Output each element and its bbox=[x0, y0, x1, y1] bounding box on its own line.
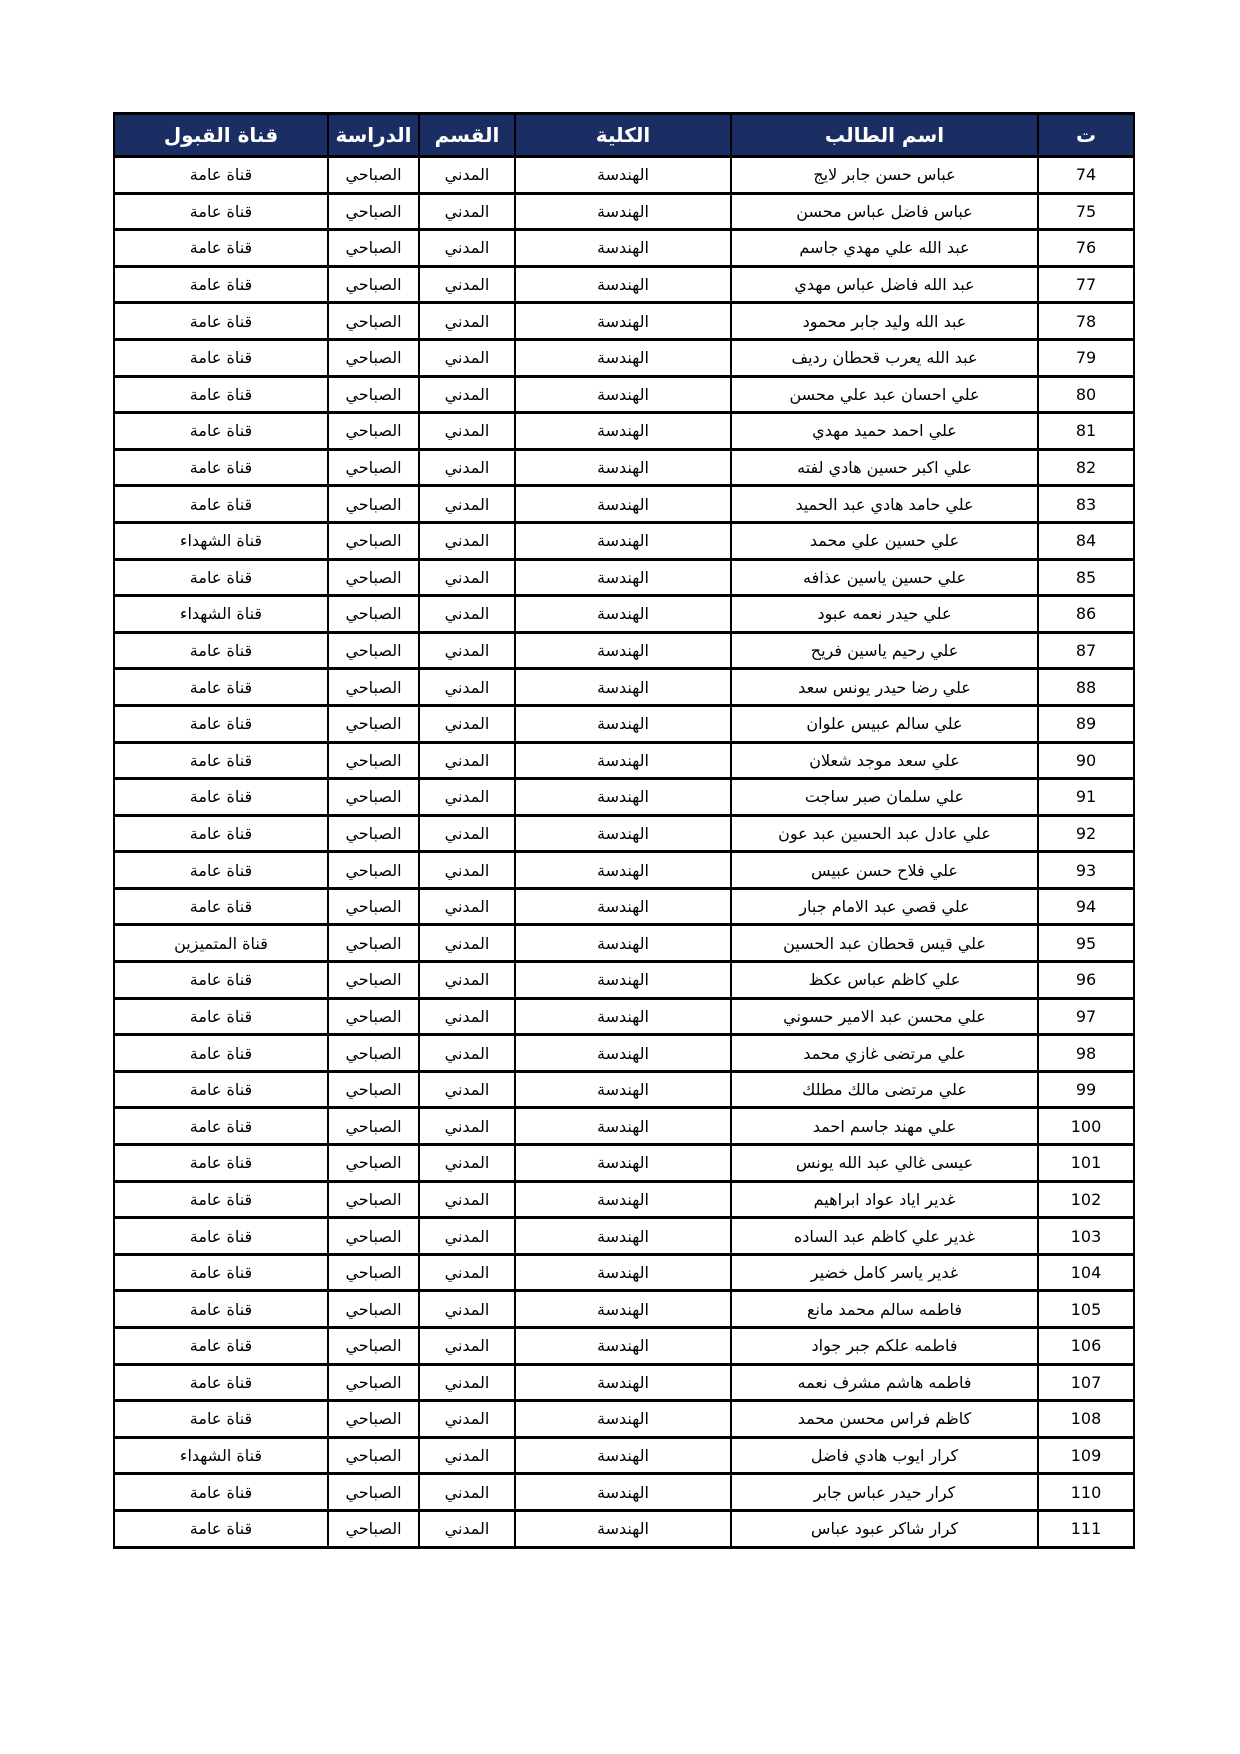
cell-row-number: 108 bbox=[1038, 1401, 1134, 1438]
cell-college: الهندسة bbox=[515, 303, 731, 340]
cell-student-name: علي حامد هادي عبد الحميد bbox=[731, 486, 1038, 523]
cell-college: الهندسة bbox=[515, 1364, 731, 1401]
cell-row-number: 102 bbox=[1038, 1181, 1134, 1218]
cell-row-number: 105 bbox=[1038, 1291, 1134, 1328]
cell-department: المدني bbox=[419, 1474, 515, 1511]
cell-college: الهندسة bbox=[515, 1108, 731, 1145]
cell-department: المدني bbox=[419, 230, 515, 267]
cell-admission-channel: قناة عامة bbox=[114, 1328, 328, 1365]
cell-student-name: علي رضا حيدر يونس سعد bbox=[731, 669, 1038, 706]
table-row bbox=[114, 303, 1134, 340]
col-header-dept: القسم bbox=[419, 114, 515, 157]
cell-admission-channel: قناة عامة bbox=[114, 376, 328, 413]
cell-department: المدني bbox=[419, 888, 515, 925]
cell-admission-channel: قناة عامة bbox=[114, 705, 328, 742]
cell-department: المدني bbox=[419, 1254, 515, 1291]
cell-college: الهندسة bbox=[515, 413, 731, 450]
cell-study-type: الصباحي bbox=[328, 1401, 419, 1438]
cell-student-name: علي قصي عبد الامام جبار bbox=[731, 888, 1038, 925]
cell-row-number: 95 bbox=[1038, 925, 1134, 962]
cell-study-type: الصباحي bbox=[328, 486, 419, 523]
cell-department: المدني bbox=[419, 376, 515, 413]
cell-student-name: علي فلاح حسن عبيس bbox=[731, 852, 1038, 889]
cell-admission-channel: قناة عامة bbox=[114, 157, 328, 194]
cell-college: الهندسة bbox=[515, 1181, 731, 1218]
cell-college: الهندسة bbox=[515, 1437, 731, 1474]
cell-admission-channel: قناة عامة bbox=[114, 888, 328, 925]
cell-study-type: الصباحي bbox=[328, 230, 419, 267]
cell-department: المدني bbox=[419, 962, 515, 999]
cell-study-type: الصباحي bbox=[328, 303, 419, 340]
cell-study-type: الصباحي bbox=[328, 559, 419, 596]
cell-row-number: 79 bbox=[1038, 339, 1134, 376]
cell-college: الهندسة bbox=[515, 815, 731, 852]
table-row bbox=[114, 376, 1134, 413]
cell-department: المدني bbox=[419, 669, 515, 706]
cell-department: المدني bbox=[419, 339, 515, 376]
cell-row-number: 104 bbox=[1038, 1254, 1134, 1291]
cell-row-number: 76 bbox=[1038, 230, 1134, 267]
cell-study-type: الصباحي bbox=[328, 705, 419, 742]
cell-department: المدني bbox=[419, 486, 515, 523]
cell-study-type: الصباحي bbox=[328, 669, 419, 706]
table-row bbox=[114, 230, 1134, 267]
cell-study-type: الصباحي bbox=[328, 1181, 419, 1218]
cell-department: المدني bbox=[419, 449, 515, 486]
cell-row-number: 97 bbox=[1038, 998, 1134, 1035]
cell-college: الهندسة bbox=[515, 1291, 731, 1328]
cell-student-name: علي محسن عبد الامير حسوني bbox=[731, 998, 1038, 1035]
table-row bbox=[114, 1254, 1134, 1291]
table-row bbox=[114, 1071, 1134, 1108]
cell-row-number: 81 bbox=[1038, 413, 1134, 450]
cell-student-name: علي مرتضى غازي محمد bbox=[731, 1035, 1038, 1072]
cell-row-number: 99 bbox=[1038, 1071, 1134, 1108]
cell-admission-channel: قناة عامة bbox=[114, 852, 328, 889]
cell-study-type: الصباحي bbox=[328, 339, 419, 376]
cell-college: الهندسة bbox=[515, 522, 731, 559]
cell-admission-channel: قناة عامة bbox=[114, 559, 328, 596]
cell-college: الهندسة bbox=[515, 230, 731, 267]
cell-study-type: الصباحي bbox=[328, 962, 419, 999]
cell-department: المدني bbox=[419, 559, 515, 596]
cell-college: الهندسة bbox=[515, 1254, 731, 1291]
cell-row-number: 75 bbox=[1038, 193, 1134, 230]
cell-department: المدني bbox=[419, 193, 515, 230]
cell-admission-channel: قناة عامة bbox=[114, 193, 328, 230]
cell-student-name: عبد الله فاضل عباس مهدي bbox=[731, 266, 1038, 303]
table-row bbox=[114, 998, 1134, 1035]
table-row bbox=[114, 157, 1134, 194]
cell-row-number: 90 bbox=[1038, 742, 1134, 779]
cell-admission-channel: قناة عامة bbox=[114, 1108, 328, 1145]
cell-student-name: فاطمه سالم محمد مانع bbox=[731, 1291, 1038, 1328]
cell-department: المدني bbox=[419, 522, 515, 559]
table-row bbox=[114, 1364, 1134, 1401]
table-row bbox=[114, 1181, 1134, 1218]
cell-study-type: الصباحي bbox=[328, 376, 419, 413]
cell-student-name: كرار شاكر عبود عباس bbox=[731, 1510, 1038, 1547]
cell-student-name: كرار حيدر عباس جابر bbox=[731, 1474, 1038, 1511]
cell-row-number: 83 bbox=[1038, 486, 1134, 523]
cell-study-type: الصباحي bbox=[328, 1474, 419, 1511]
cell-row-number: 89 bbox=[1038, 705, 1134, 742]
table-row bbox=[114, 1108, 1134, 1145]
cell-department: المدني bbox=[419, 1328, 515, 1365]
cell-study-type: الصباحي bbox=[328, 596, 419, 633]
cell-college: الهندسة bbox=[515, 157, 731, 194]
cell-college: الهندسة bbox=[515, 852, 731, 889]
cell-department: المدني bbox=[419, 1437, 515, 1474]
cell-admission-channel: قناة عامة bbox=[114, 1510, 328, 1547]
cell-row-number: 84 bbox=[1038, 522, 1134, 559]
table-row bbox=[114, 486, 1134, 523]
cell-row-number: 82 bbox=[1038, 449, 1134, 486]
table-row bbox=[114, 522, 1134, 559]
cell-study-type: الصباحي bbox=[328, 1254, 419, 1291]
cell-admission-channel: قناة عامة bbox=[114, 1291, 328, 1328]
col-header-channel: قناة القبول bbox=[114, 114, 328, 157]
cell-student-name: علي مهند جاسم احمد bbox=[731, 1108, 1038, 1145]
cell-study-type: الصباحي bbox=[328, 157, 419, 194]
table-row bbox=[114, 962, 1134, 999]
cell-row-number: 80 bbox=[1038, 376, 1134, 413]
cell-student-name: كاظم فراس محسن محمد bbox=[731, 1401, 1038, 1438]
cell-student-name: علي احسان عبد علي محسن bbox=[731, 376, 1038, 413]
cell-student-name: علي حسين ياسين عذافه bbox=[731, 559, 1038, 596]
cell-study-type: الصباحي bbox=[328, 998, 419, 1035]
table-row bbox=[114, 1510, 1134, 1547]
cell-college: الهندسة bbox=[515, 962, 731, 999]
cell-department: المدني bbox=[419, 1218, 515, 1255]
cell-college: الهندسة bbox=[515, 632, 731, 669]
cell-row-number: 106 bbox=[1038, 1328, 1134, 1365]
cell-row-number: 107 bbox=[1038, 1364, 1134, 1401]
cell-study-type: الصباحي bbox=[328, 779, 419, 816]
cell-row-number: 98 bbox=[1038, 1035, 1134, 1072]
cell-study-type: الصباحي bbox=[328, 925, 419, 962]
cell-college: الهندسة bbox=[515, 1145, 731, 1182]
students-admission-table bbox=[113, 112, 1135, 1549]
cell-college: الهندسة bbox=[515, 1510, 731, 1547]
cell-study-type: الصباحي bbox=[328, 1035, 419, 1072]
cell-college: الهندسة bbox=[515, 998, 731, 1035]
cell-department: المدني bbox=[419, 1035, 515, 1072]
cell-student-name: علي كاظم عباس عكظ bbox=[731, 962, 1038, 999]
cell-student-name: علي عادل عبد الحسين عبد عون bbox=[731, 815, 1038, 852]
cell-study-type: الصباحي bbox=[328, 1364, 419, 1401]
table-row bbox=[114, 705, 1134, 742]
cell-admission-channel: قناة عامة bbox=[114, 962, 328, 999]
cell-department: المدني bbox=[419, 303, 515, 340]
table-row bbox=[114, 852, 1134, 889]
cell-admission-channel: قناة عامة bbox=[114, 669, 328, 706]
cell-study-type: الصباحي bbox=[328, 1145, 419, 1182]
cell-admission-channel: قناة الشهداء bbox=[114, 522, 328, 559]
cell-college: الهندسة bbox=[515, 1474, 731, 1511]
cell-study-type: الصباحي bbox=[328, 1218, 419, 1255]
header-row bbox=[114, 114, 1134, 157]
cell-department: المدني bbox=[419, 1291, 515, 1328]
cell-admission-channel: قناة عامة bbox=[114, 1218, 328, 1255]
cell-admission-channel: قناة عامة bbox=[114, 339, 328, 376]
cell-admission-channel: قناة الشهداء bbox=[114, 596, 328, 633]
cell-student-name: علي سالم عبيس علوان bbox=[731, 705, 1038, 742]
cell-student-name: فاطمه هاشم مشرف نعمه bbox=[731, 1364, 1038, 1401]
cell-admission-channel: قناة المتميزين bbox=[114, 925, 328, 962]
cell-admission-channel: قناة عامة bbox=[114, 1364, 328, 1401]
cell-department: المدني bbox=[419, 413, 515, 450]
table-row bbox=[114, 596, 1134, 633]
table-row bbox=[114, 449, 1134, 486]
table-row bbox=[114, 742, 1134, 779]
cell-student-name: علي سلمان صبر ساجت bbox=[731, 779, 1038, 816]
cell-student-name: غدير علي كاظم عبد الساده bbox=[731, 1218, 1038, 1255]
cell-college: الهندسة bbox=[515, 1218, 731, 1255]
cell-admission-channel: قناة عامة bbox=[114, 1474, 328, 1511]
table-row bbox=[114, 888, 1134, 925]
cell-row-number: 85 bbox=[1038, 559, 1134, 596]
cell-row-number: 88 bbox=[1038, 669, 1134, 706]
cell-row-number: 86 bbox=[1038, 596, 1134, 633]
cell-college: الهندسة bbox=[515, 193, 731, 230]
cell-admission-channel: قناة عامة bbox=[114, 1071, 328, 1108]
cell-department: المدني bbox=[419, 596, 515, 633]
cell-college: الهندسة bbox=[515, 779, 731, 816]
cell-study-type: الصباحي bbox=[328, 1510, 419, 1547]
cell-study-type: الصباحي bbox=[328, 815, 419, 852]
table-row bbox=[114, 925, 1134, 962]
cell-college: الهندسة bbox=[515, 669, 731, 706]
cell-department: المدني bbox=[419, 1181, 515, 1218]
cell-college: الهندسة bbox=[515, 1071, 731, 1108]
cell-student-name: علي سعد موجد شعلان bbox=[731, 742, 1038, 779]
cell-row-number: 87 bbox=[1038, 632, 1134, 669]
cell-college: الهندسة bbox=[515, 1328, 731, 1365]
cell-student-name: عبد الله علي مهدي جاسم bbox=[731, 230, 1038, 267]
cell-college: الهندسة bbox=[515, 339, 731, 376]
cell-college: الهندسة bbox=[515, 376, 731, 413]
table-row bbox=[114, 1401, 1134, 1438]
cell-student-name: كرار ايوب هادي فاضل bbox=[731, 1437, 1038, 1474]
cell-college: الهندسة bbox=[515, 742, 731, 779]
cell-admission-channel: قناة عامة bbox=[114, 1035, 328, 1072]
cell-department: المدني bbox=[419, 1364, 515, 1401]
cell-study-type: الصباحي bbox=[328, 632, 419, 669]
cell-student-name: عيسى غالي عبد الله يونس bbox=[731, 1145, 1038, 1182]
cell-row-number: 96 bbox=[1038, 962, 1134, 999]
cell-student-name: علي احمد حميد مهدي bbox=[731, 413, 1038, 450]
cell-row-number: 74 bbox=[1038, 157, 1134, 194]
cell-admission-channel: قناة الشهداء bbox=[114, 1437, 328, 1474]
cell-department: المدني bbox=[419, 1071, 515, 1108]
cell-admission-channel: قناة عامة bbox=[114, 266, 328, 303]
cell-department: المدني bbox=[419, 925, 515, 962]
cell-admission-channel: قناة عامة bbox=[114, 742, 328, 779]
col-header-name: اسم الطالب bbox=[731, 114, 1038, 157]
table-row bbox=[114, 1291, 1134, 1328]
table-row bbox=[114, 1145, 1134, 1182]
cell-admission-channel: قناة عامة bbox=[114, 1145, 328, 1182]
cell-study-type: الصباحي bbox=[328, 1437, 419, 1474]
table-row bbox=[114, 815, 1134, 852]
cell-department: المدني bbox=[419, 266, 515, 303]
cell-college: الهندسة bbox=[515, 925, 731, 962]
table-row bbox=[114, 632, 1134, 669]
cell-admission-channel: قناة عامة bbox=[114, 779, 328, 816]
cell-admission-channel: قناة عامة bbox=[114, 815, 328, 852]
cell-department: المدني bbox=[419, 852, 515, 889]
cell-row-number: 94 bbox=[1038, 888, 1134, 925]
cell-department: المدني bbox=[419, 157, 515, 194]
cell-study-type: الصباحي bbox=[328, 852, 419, 889]
cell-study-type: الصباحي bbox=[328, 413, 419, 450]
cell-student-name: عباس فاضل عباس محسن bbox=[731, 193, 1038, 230]
cell-college: الهندسة bbox=[515, 559, 731, 596]
cell-college: الهندسة bbox=[515, 266, 731, 303]
cell-department: المدني bbox=[419, 779, 515, 816]
cell-department: المدني bbox=[419, 1510, 515, 1547]
col-header-college: الكلية bbox=[515, 114, 731, 157]
cell-student-name: عبد الله وليد جابر محمود bbox=[731, 303, 1038, 340]
cell-study-type: الصباحي bbox=[328, 742, 419, 779]
table-row bbox=[114, 1328, 1134, 1365]
cell-admission-channel: قناة عامة bbox=[114, 632, 328, 669]
cell-admission-channel: قناة عامة bbox=[114, 1401, 328, 1438]
cell-study-type: الصباحي bbox=[328, 888, 419, 925]
cell-college: الهندسة bbox=[515, 1035, 731, 1072]
cell-study-type: الصباحي bbox=[328, 266, 419, 303]
cell-row-number: 77 bbox=[1038, 266, 1134, 303]
col-header-study: الدراسة bbox=[328, 114, 419, 157]
cell-student-name: علي حيدر نعمه عبود bbox=[731, 596, 1038, 633]
cell-department: المدني bbox=[419, 632, 515, 669]
table-row bbox=[114, 339, 1134, 376]
cell-student-name: علي اكبر حسين هادي لفته bbox=[731, 449, 1038, 486]
cell-admission-channel: قناة عامة bbox=[114, 449, 328, 486]
cell-college: الهندسة bbox=[515, 1401, 731, 1438]
cell-college: الهندسة bbox=[515, 596, 731, 633]
cell-department: المدني bbox=[419, 1145, 515, 1182]
table-row bbox=[114, 1474, 1134, 1511]
cell-department: المدني bbox=[419, 742, 515, 779]
cell-row-number: 109 bbox=[1038, 1437, 1134, 1474]
cell-row-number: 92 bbox=[1038, 815, 1134, 852]
cell-study-type: الصباحي bbox=[328, 449, 419, 486]
cell-admission-channel: قناة عامة bbox=[114, 998, 328, 1035]
cell-college: الهندسة bbox=[515, 888, 731, 925]
cell-row-number: 100 bbox=[1038, 1108, 1134, 1145]
cell-department: المدني bbox=[419, 998, 515, 1035]
cell-study-type: الصباحي bbox=[328, 1108, 419, 1145]
table-row bbox=[114, 669, 1134, 706]
cell-row-number: 110 bbox=[1038, 1474, 1134, 1511]
cell-admission-channel: قناة عامة bbox=[114, 413, 328, 450]
table-row bbox=[114, 1035, 1134, 1072]
cell-student-name: فاطمه علكم جبر جواد bbox=[731, 1328, 1038, 1365]
cell-study-type: الصباحي bbox=[328, 193, 419, 230]
cell-college: الهندسة bbox=[515, 486, 731, 523]
cell-study-type: الصباحي bbox=[328, 522, 419, 559]
table-row bbox=[114, 779, 1134, 816]
cell-admission-channel: قناة عامة bbox=[114, 1181, 328, 1218]
cell-study-type: الصباحي bbox=[328, 1071, 419, 1108]
cell-row-number: 78 bbox=[1038, 303, 1134, 340]
cell-row-number: 103 bbox=[1038, 1218, 1134, 1255]
cell-row-number: 93 bbox=[1038, 852, 1134, 889]
cell-study-type: الصباحي bbox=[328, 1328, 419, 1365]
cell-admission-channel: قناة عامة bbox=[114, 1254, 328, 1291]
cell-college: الهندسة bbox=[515, 705, 731, 742]
table-row bbox=[114, 413, 1134, 450]
cell-row-number: 111 bbox=[1038, 1510, 1134, 1547]
cell-row-number: 91 bbox=[1038, 779, 1134, 816]
col-header-no: ت bbox=[1038, 114, 1134, 157]
cell-department: المدني bbox=[419, 1108, 515, 1145]
cell-department: المدني bbox=[419, 1401, 515, 1438]
cell-department: المدني bbox=[419, 705, 515, 742]
cell-student-name: غدير اياد عواد ابراهيم bbox=[731, 1181, 1038, 1218]
table-row bbox=[114, 193, 1134, 230]
cell-student-name: علي قيس قحطان عبد الحسين bbox=[731, 925, 1038, 962]
cell-student-name: علي رحيم ياسين فريح bbox=[731, 632, 1038, 669]
cell-student-name: غدير ياسر كامل خضير bbox=[731, 1254, 1038, 1291]
table-row bbox=[114, 1218, 1134, 1255]
cell-department: المدني bbox=[419, 815, 515, 852]
cell-admission-channel: قناة عامة bbox=[114, 486, 328, 523]
table-row bbox=[114, 266, 1134, 303]
cell-admission-channel: قناة عامة bbox=[114, 230, 328, 267]
cell-student-name: عباس حسن جابر لايج bbox=[731, 157, 1038, 194]
cell-student-name: علي مرتضى مالك مطلك bbox=[731, 1071, 1038, 1108]
cell-college: الهندسة bbox=[515, 449, 731, 486]
cell-row-number: 101 bbox=[1038, 1145, 1134, 1182]
cell-admission-channel: قناة عامة bbox=[114, 303, 328, 340]
cell-student-name: عبد الله يعرب قحطان رديف bbox=[731, 339, 1038, 376]
table-row bbox=[114, 1437, 1134, 1474]
table-row bbox=[114, 559, 1134, 596]
cell-student-name: علي حسين علي محمد bbox=[731, 522, 1038, 559]
cell-study-type: الصباحي bbox=[328, 1291, 419, 1328]
